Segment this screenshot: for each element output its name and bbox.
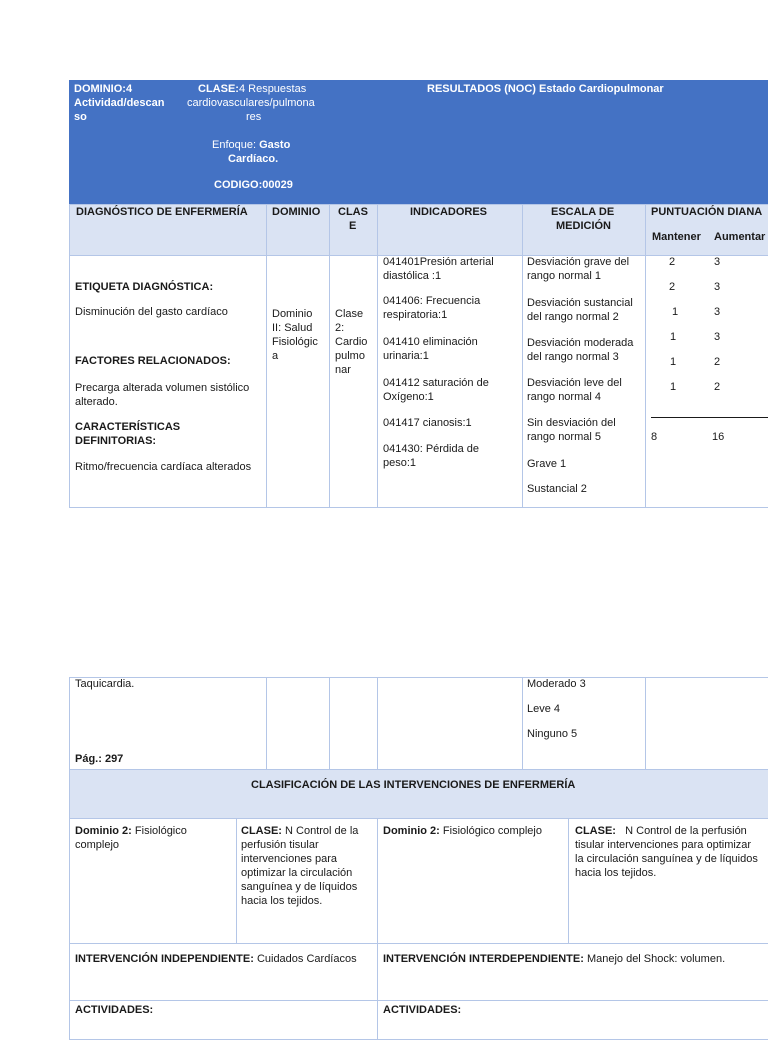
clase-b-line: hacia los tejidos. xyxy=(575,867,657,879)
mantener-value: 1 xyxy=(670,331,677,343)
dominio-b-line: Dominio 2: Fisiológico complejo xyxy=(383,825,542,837)
col-aumentar-label: Aumentar xyxy=(714,231,766,243)
cell-dominio xyxy=(266,255,330,508)
escala-cont-line: Leve 4 xyxy=(527,703,561,715)
cell-dominio-cont xyxy=(266,677,330,770)
clase-line: Clase xyxy=(335,308,364,320)
aumentar-value: 3 xyxy=(714,306,721,318)
intervencion-independiente: INTERVENCIÓN INDEPENDIENTE: Cuidados Cardíacos xyxy=(75,953,357,965)
clasificacion-band xyxy=(69,769,768,819)
escala-cont-line: Moderado 3 xyxy=(527,678,586,690)
aumentar-value: 3 xyxy=(714,256,721,268)
col-clase-label-2: E xyxy=(349,220,357,232)
clase-a-line: perfusión tisular xyxy=(241,839,319,851)
cell-puntuacion-cont xyxy=(645,677,768,770)
clase-header: CLASE:4 Respuestas xyxy=(198,83,307,95)
escala-line: rango normal 5 xyxy=(527,431,601,443)
clase-line: nar xyxy=(335,364,351,376)
resultados-title: RESULTADOS (NOC) Estado Cardiopulmonar xyxy=(427,83,664,95)
etiqueta-label: ETIQUETA DIAGNÓSTICA: xyxy=(75,281,214,293)
taquicardia: Taquicardia. xyxy=(75,678,135,690)
indicador-line: 041412 saturación de xyxy=(383,377,489,389)
mantener-value: 2 xyxy=(669,256,676,268)
escala-line: Sustancial 2 xyxy=(527,483,587,495)
indicador-line: 041410 eliminación xyxy=(383,336,478,348)
total-divider xyxy=(651,417,768,418)
aumentar-value: 3 xyxy=(714,331,721,343)
col-mantener-label: Mantener xyxy=(652,231,701,243)
dominio-value-2: so xyxy=(74,111,87,123)
dominio-line: a xyxy=(272,350,279,362)
actividades-b: ACTIVIDADES: xyxy=(383,1004,462,1016)
table-header-band xyxy=(69,80,768,204)
clase-line: Cardio xyxy=(335,336,368,348)
mantener-value: 1 xyxy=(672,306,679,318)
aumentar-value: 2 xyxy=(714,356,721,368)
indicador-line: 041401Presión arterial xyxy=(383,256,494,268)
mantener-value: 1 xyxy=(670,356,677,368)
dominio-a-line-2: complejo xyxy=(75,839,120,851)
escala-line: Desviación sustancial xyxy=(527,297,633,309)
col-diagnostico-label: DIAGNÓSTICO DE ENFERMERÍA xyxy=(76,206,248,218)
caract-value: Ritmo/frecuencia cardíaca alterados xyxy=(75,461,252,473)
escala-line: Desviación moderada xyxy=(527,337,634,349)
escala-line: rango normal 4 xyxy=(527,391,601,403)
col-dominio-label: DOMINIO xyxy=(272,206,321,218)
indicador-line: respiratoria:1 xyxy=(383,309,448,321)
col-indicadores-label: INDICADORES xyxy=(410,206,488,218)
aumentar-value: 3 xyxy=(714,281,721,293)
dominio-line: II: Salud xyxy=(272,322,313,334)
total-mantener: 8 xyxy=(651,431,658,443)
indicador-line: 041430: Pérdida de xyxy=(383,443,480,455)
caract-label-1: CARACTERÍSTICAS xyxy=(75,421,181,433)
page-number: Pág.: 297 xyxy=(75,753,124,765)
escala-line: del rango normal 3 xyxy=(527,351,619,363)
escala-line: Grave 1 xyxy=(527,458,567,470)
indicador-line: urinaria:1 xyxy=(383,350,429,362)
col-clase-label-1: CLAS xyxy=(338,206,368,218)
clase-a-line-1: CLASE: N Control de la xyxy=(241,825,359,837)
indicador-line: Oxígeno:1 xyxy=(383,391,434,403)
cell-puntuacion xyxy=(645,255,768,508)
actividades-a: ACTIVIDADES: xyxy=(75,1004,154,1016)
dominio-value-1: Actividad/descan xyxy=(74,97,165,109)
escala-line: Desviación grave del xyxy=(527,256,630,268)
indicador-line: diastólica :1 xyxy=(383,270,442,282)
col-escala-label-1: ESCALA DE xyxy=(551,206,615,218)
clase-value-3: res xyxy=(246,111,262,123)
escala-line: del rango normal 2 xyxy=(527,311,619,323)
factores-label: FACTORES RELACIONADOS: xyxy=(75,355,231,367)
factores-value-2: alterado. xyxy=(75,396,118,408)
clase-a-line: sanguínea y de líquidos xyxy=(241,881,358,893)
factores-value-1: Precarga alterada volumen sistólico xyxy=(75,382,250,394)
col-puntuacion-label: PUNTUACIÓN DIANA xyxy=(651,206,763,218)
enfoque-line-2: Cardíaco. xyxy=(228,153,279,165)
clase-value-2: cardiovasculares/pulmona xyxy=(187,97,315,109)
intervencion-interdependiente: INTERVENCIÓN INTERDEPENDIENTE: Manejo del Shock: volumen. xyxy=(383,953,726,965)
col-escala-label-2: MEDICIÓN xyxy=(556,220,611,232)
mantener-value: 2 xyxy=(669,281,676,293)
mantener-value: 1 xyxy=(670,381,677,393)
escala-line: Desviación leve del xyxy=(527,377,622,389)
escala-cont-line: Ninguno 5 xyxy=(527,728,578,740)
dominio-label: DOMINIO:4 xyxy=(74,83,133,95)
clase-a-line: hacia los tejidos. xyxy=(241,895,323,907)
escala-line: rango normal 1 xyxy=(527,270,601,282)
total-aumentar: 16 xyxy=(712,431,725,443)
codigo: CODIGO:00029 xyxy=(214,179,293,191)
enfoque-line-1: Enfoque: Gasto xyxy=(212,139,291,151)
indicador-line: 041417 cianosis:1 xyxy=(383,417,472,429)
clasificacion-title: CLASIFICACIÓN DE LAS INTERVENCIONES DE ENFERMERÍA xyxy=(251,779,576,791)
clase-line: pulmo xyxy=(335,350,365,362)
indicador-line: peso:1 xyxy=(383,457,417,469)
caract-label-2: DEFINITORIAS: xyxy=(75,435,157,447)
cell-indicadores-cont xyxy=(377,677,523,770)
clase-b-line-1: CLASE: N Control de la perfusión xyxy=(575,825,747,837)
indicador-line: 041406: Frecuencia xyxy=(383,295,481,307)
escala-line: Sin desviación del xyxy=(527,417,616,429)
cell-clase-cont xyxy=(329,677,378,770)
dominio-a-line-1: Dominio 2: Fisiológico xyxy=(75,825,187,837)
cell-clase xyxy=(329,255,378,508)
clase-b-line: la circulación sanguínea y de líquidos xyxy=(575,853,758,865)
clase-a-line: intervenciones para xyxy=(241,853,338,865)
dominio-line: Dominio xyxy=(272,308,313,320)
dominio-line: Fisiológic xyxy=(272,336,318,348)
clase-b-line: tisular intervenciones para optimizar xyxy=(575,839,752,851)
clase-line: 2: xyxy=(335,322,345,334)
clase-a-line: optimizar la circulación xyxy=(241,867,353,879)
aumentar-value: 2 xyxy=(714,381,721,393)
etiqueta-value: Disminución del gasto cardíaco xyxy=(75,306,228,318)
